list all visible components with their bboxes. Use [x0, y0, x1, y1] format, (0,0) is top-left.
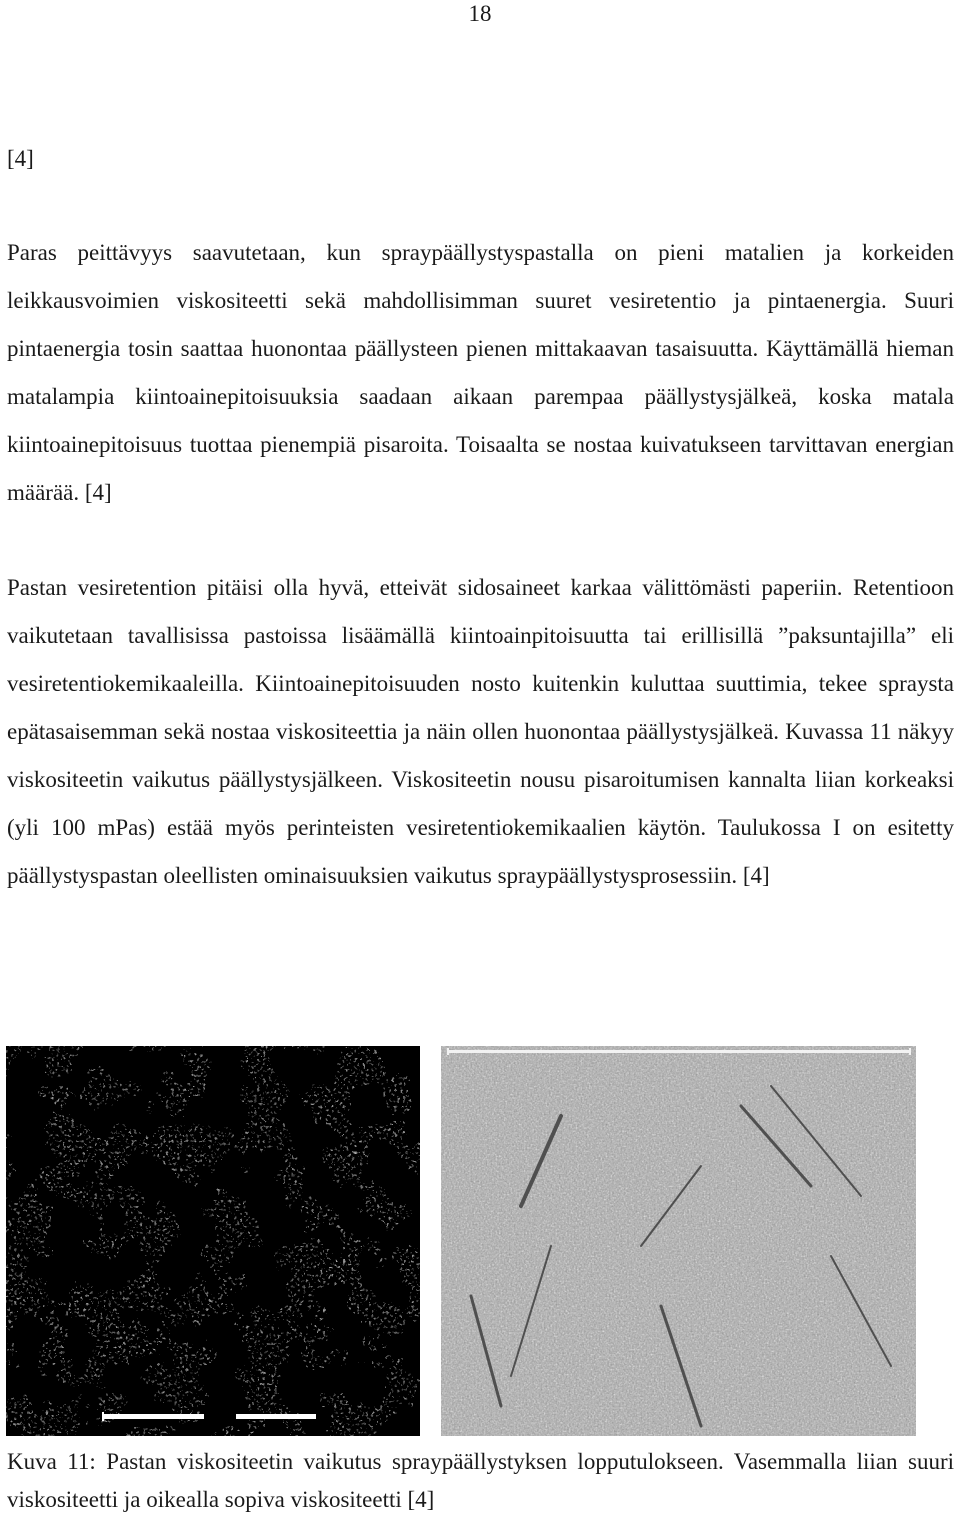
micrograph-high-viscosity-image: [6, 1046, 420, 1436]
micrograph-suitable-viscosity-image: [441, 1046, 916, 1436]
figure-11: [6, 1046, 954, 1438]
micrograph-suitable-viscosity: [441, 1046, 916, 1436]
reference-heading: [4]: [7, 146, 34, 171]
paragraph-1: Paras peittävyys saavutetaan, kun spraypäällystyspastalla on pieni matalien ja korkeiden leikkausvoimien viskositeetti sekä mahdollisimman suuret vesiretentio ja pintaenergia. Suuri pintaenergia tosin saattaa huonontaa päällysteen pienen mittakaavan tasaisuutta. Käyttämällä hieman matalampia kiintoainepitoisuuksia saadaan aikaan parempaa päällystysjälkeä, koska matala kiintoainepitoisuus tuottaa pienempiä pisaroita. Toisaalta se nostaa kuivatukseen tarvittavan energian määrää. [4]: [7, 240, 954, 505]
figure-caption: Kuva 11: Pastan viskositeetin vaikutus spraypäällystyksen lopputulokseen. Vasemmalla liian suuri viskositeetti ja oikealla sopiva viskositeetti [4]: [7, 1449, 954, 1512]
page-number: 18: [468, 1, 492, 26]
paragraph-2: Pastan vesiretention pitäisi olla hyvä, etteivät sidosaineet karkaa välittömästi paperiin. Retentioon vaikutetaan tavallisissa pastoissa lisäämällä kiintoainpitoisuutta tai erillisillä ”paksuntajilla” eli vesiretentiokemikaaleilla. Kiintoainepitoisuuden nosto kuitenkin kuluttaa suuttimia, tekee spraysta epätasaisemman sekä nostaa viskositeettia ja näin ollen huonontaa päällystysjälkeä. Kuvassa 11 näkyy viskositeetin vaikutus päällystysjälkeen. Viskositeetin nousu pisaroitumisen kannalta liian korkeaksi (yli 100 mPas) estää myös perinteisten vesiretentiokemikaalien käytön. Taulukossa I on esitetty päällystyspastan oleellisten ominaisuuksien vaikutus spraypäällystysprosessiin. [4]: [7, 575, 954, 888]
micrograph-high-viscosity: [6, 1046, 420, 1436]
